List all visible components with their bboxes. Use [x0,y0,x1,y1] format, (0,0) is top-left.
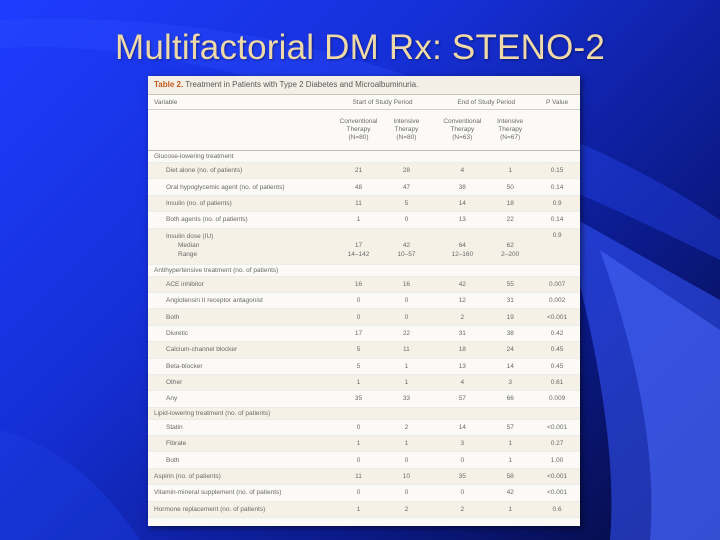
cell-value: 35 [354,395,363,403]
row-label: Aspirin (no. of patients) [154,473,221,481]
cell-value: 31 [506,297,514,305]
cell-value: 38 [458,183,466,191]
cell-value: 2 [460,313,465,321]
cell-value: 2 [404,423,409,431]
cell-value: 28 [402,167,411,175]
cell-value: 0 [404,313,409,321]
cell-value: 57 [506,423,514,431]
cell-value: 1 [508,440,512,448]
row-label: Lipid-lowering treatment (no. of patients) [154,409,271,417]
table-header-arms [148,110,580,151]
cell-p-value: 0.9 [552,199,562,207]
cell-value: 1 [356,216,361,224]
cell-p-value: <0.001 [547,313,568,321]
cell-p-value: 0.002 [548,297,566,305]
cell-value: 0 [356,423,361,431]
cell-value: 5 [404,199,409,207]
cell-value: 42 [506,489,514,497]
row-label: ACE inhibitor [166,280,204,288]
cell-p-value: 0.45 [550,362,564,370]
row-label: Hormone replacement (no. of patients) [154,505,266,513]
cell-value: 12 [458,297,466,305]
cell-value: 19 [506,313,514,321]
header-p-value: P Value [545,98,569,106]
row-label: Both [166,313,180,321]
row-label: Both [166,456,180,464]
cell-value: 55 [506,280,514,288]
cell-value: 11 [355,473,362,481]
cell-value: 48 [354,183,363,191]
cell-value: 35 [458,473,466,481]
cell-value: 66 [506,395,514,403]
cell-value: 64 12–160 [451,241,474,258]
section-row [148,151,580,163]
cell-value: 10 [402,473,411,481]
cell-p-value: <0.001 [547,489,568,497]
row-label: Insulin (no. of patients) [166,199,232,207]
row-label: Diet alone (no. of patients) [166,167,243,175]
table-row [148,502,580,518]
cell-value: 1 [404,379,409,387]
cell-p-value: 0.009 [548,395,566,403]
cell-value: 0 [404,297,409,305]
row-label: Any [166,395,178,403]
table-row [148,326,580,342]
table-header-groups [148,95,580,110]
treatment-table [148,76,580,526]
cell-value: 22 [402,329,411,337]
cell-value: 18 [506,199,514,207]
cell-p-value: 0.007 [548,280,566,288]
cell-value: 3 [460,440,465,448]
row-label: Other [166,379,183,387]
cell-value: 21 [354,167,363,175]
cell-value: 18 [458,346,466,354]
cell-value: 38 [506,329,514,337]
slide-title: Multifactorial DM Rx: STENO-2 [114,28,606,67]
table-row [148,375,580,391]
cell-value: 14 [458,423,466,431]
row-label: Diuretic [166,329,189,337]
cell-value: 11 [355,199,362,207]
section-row [148,265,580,277]
table-row-insulin-dose [148,229,580,265]
cell-value: 2 [460,505,465,513]
cell-p-value: 0.42 [550,329,564,337]
cell-value: 33 [402,395,411,403]
table-row [148,179,580,195]
cell-value: 1 [508,505,512,513]
cell-value: 47 [402,183,411,191]
row-label: Vitamin-mineral supplement (no. of patients) [154,489,282,497]
table-row [148,485,580,501]
header-arm: Intensive Therapy (N=80) [393,118,420,141]
cell-value: 42 [458,280,466,288]
cell-value: 0 [460,456,465,464]
table-row [148,420,580,436]
table-caption-number: Table 2. [154,80,184,89]
cell-value: 11 [403,346,410,354]
cell-value: 57 [458,395,466,403]
cell-p-value: 0.15 [550,167,564,175]
cell-p-value: 0.14 [550,183,564,191]
cell-value: 22 [506,216,514,224]
cell-p-value: 1.00 [550,456,564,464]
header-arm: Conventional Therapy (N=80) [339,118,378,141]
cell-value: 0 [356,489,361,497]
row-label: Calcium-channel blocker [166,346,238,354]
cell-value: 62 2–200 [501,241,520,258]
cell-value: 5 [356,346,361,354]
cell-value: 50 [506,183,514,191]
cell-value: 1 [404,440,409,448]
table-row [148,436,580,452]
row-label: Angiotensin II receptor antagonist [166,297,263,305]
table-row [148,196,580,212]
cell-value: 4 [460,167,465,175]
table-row [148,391,580,407]
header-arm: Conventional Therapy (N=63) [443,118,482,141]
cell-p-value: <0.001 [547,423,568,431]
header-start-period: Start of Study Period [352,98,413,106]
cell-value: 58 [506,473,514,481]
row-label: Glucose-lowering treatment [154,153,234,160]
table-row [148,163,580,179]
cell-p-value: 0.9 [552,231,562,239]
cell-value: 14 [458,199,466,207]
table-row [148,469,580,485]
cell-value: 42 10–57 [397,241,416,258]
table-row [148,342,580,358]
table-row [148,212,580,228]
cell-value: 1 [356,379,361,387]
row-label: Beta-blocker [166,362,203,370]
table-row [148,452,580,468]
table-caption-text: Treatment in Patients with Type 2 Diabetes and Microalbuminuria. [185,80,419,89]
cell-value: 0 [356,313,361,321]
row-label: Statin [166,423,183,431]
table-row [148,359,580,375]
cell-value: 1 [508,456,512,464]
cell-value: 17 14–142 [347,241,370,258]
cell-p-value: 0.45 [550,346,564,354]
cell-value: 1 [508,167,512,175]
cell-value: 5 [356,362,361,370]
cell-value: 16 [402,280,411,288]
row-label: Both agents (no. of patients) [166,216,248,224]
cell-p-value: <0.001 [547,473,568,481]
header-end-period: End of Study Period [457,98,516,106]
cell-value: 0 [460,489,465,497]
table-row [148,277,580,293]
cell-p-value: 0.14 [550,216,564,224]
header-arm: Intensive Therapy (N=67) [497,118,524,141]
header-variable: Variable [154,98,178,106]
cell-value: 16 [354,280,363,288]
cell-value: 4 [460,379,465,387]
cell-value: 13 [458,216,466,224]
cell-value: 1 [356,505,361,513]
cell-value: 17 [354,329,363,337]
cell-value: 24 [506,346,514,354]
cell-value: 0 [404,489,409,497]
cell-value: 2 [404,505,409,513]
cell-p-value: 0.61 [550,379,564,387]
cell-value: 0 [404,456,409,464]
cell-value: 1 [404,362,409,370]
cell-p-value: 0.6 [552,505,562,513]
row-label: Fibrate [166,440,187,448]
row-label: Oral hypoglycemic agent (no. of patients) [166,183,285,191]
cell-p-value: 0.27 [550,440,564,448]
cell-value: 0 [356,456,361,464]
cell-value: 31 [458,329,466,337]
row-label: Antihypertensive treatment (no. of patients) [154,266,279,274]
section-row [148,408,580,420]
cell-value: 14 [506,362,514,370]
cell-value: 1 [356,440,361,448]
table-body [148,151,580,518]
row-label: Insulin dose (IU) Median Range [166,232,214,258]
cell-value: 0 [356,297,361,305]
cell-value: 0 [404,216,409,224]
cell-value: 13 [458,362,466,370]
table-row [148,293,580,309]
cell-value: 3 [508,379,512,387]
table-caption [148,76,580,95]
table-row [148,309,580,325]
